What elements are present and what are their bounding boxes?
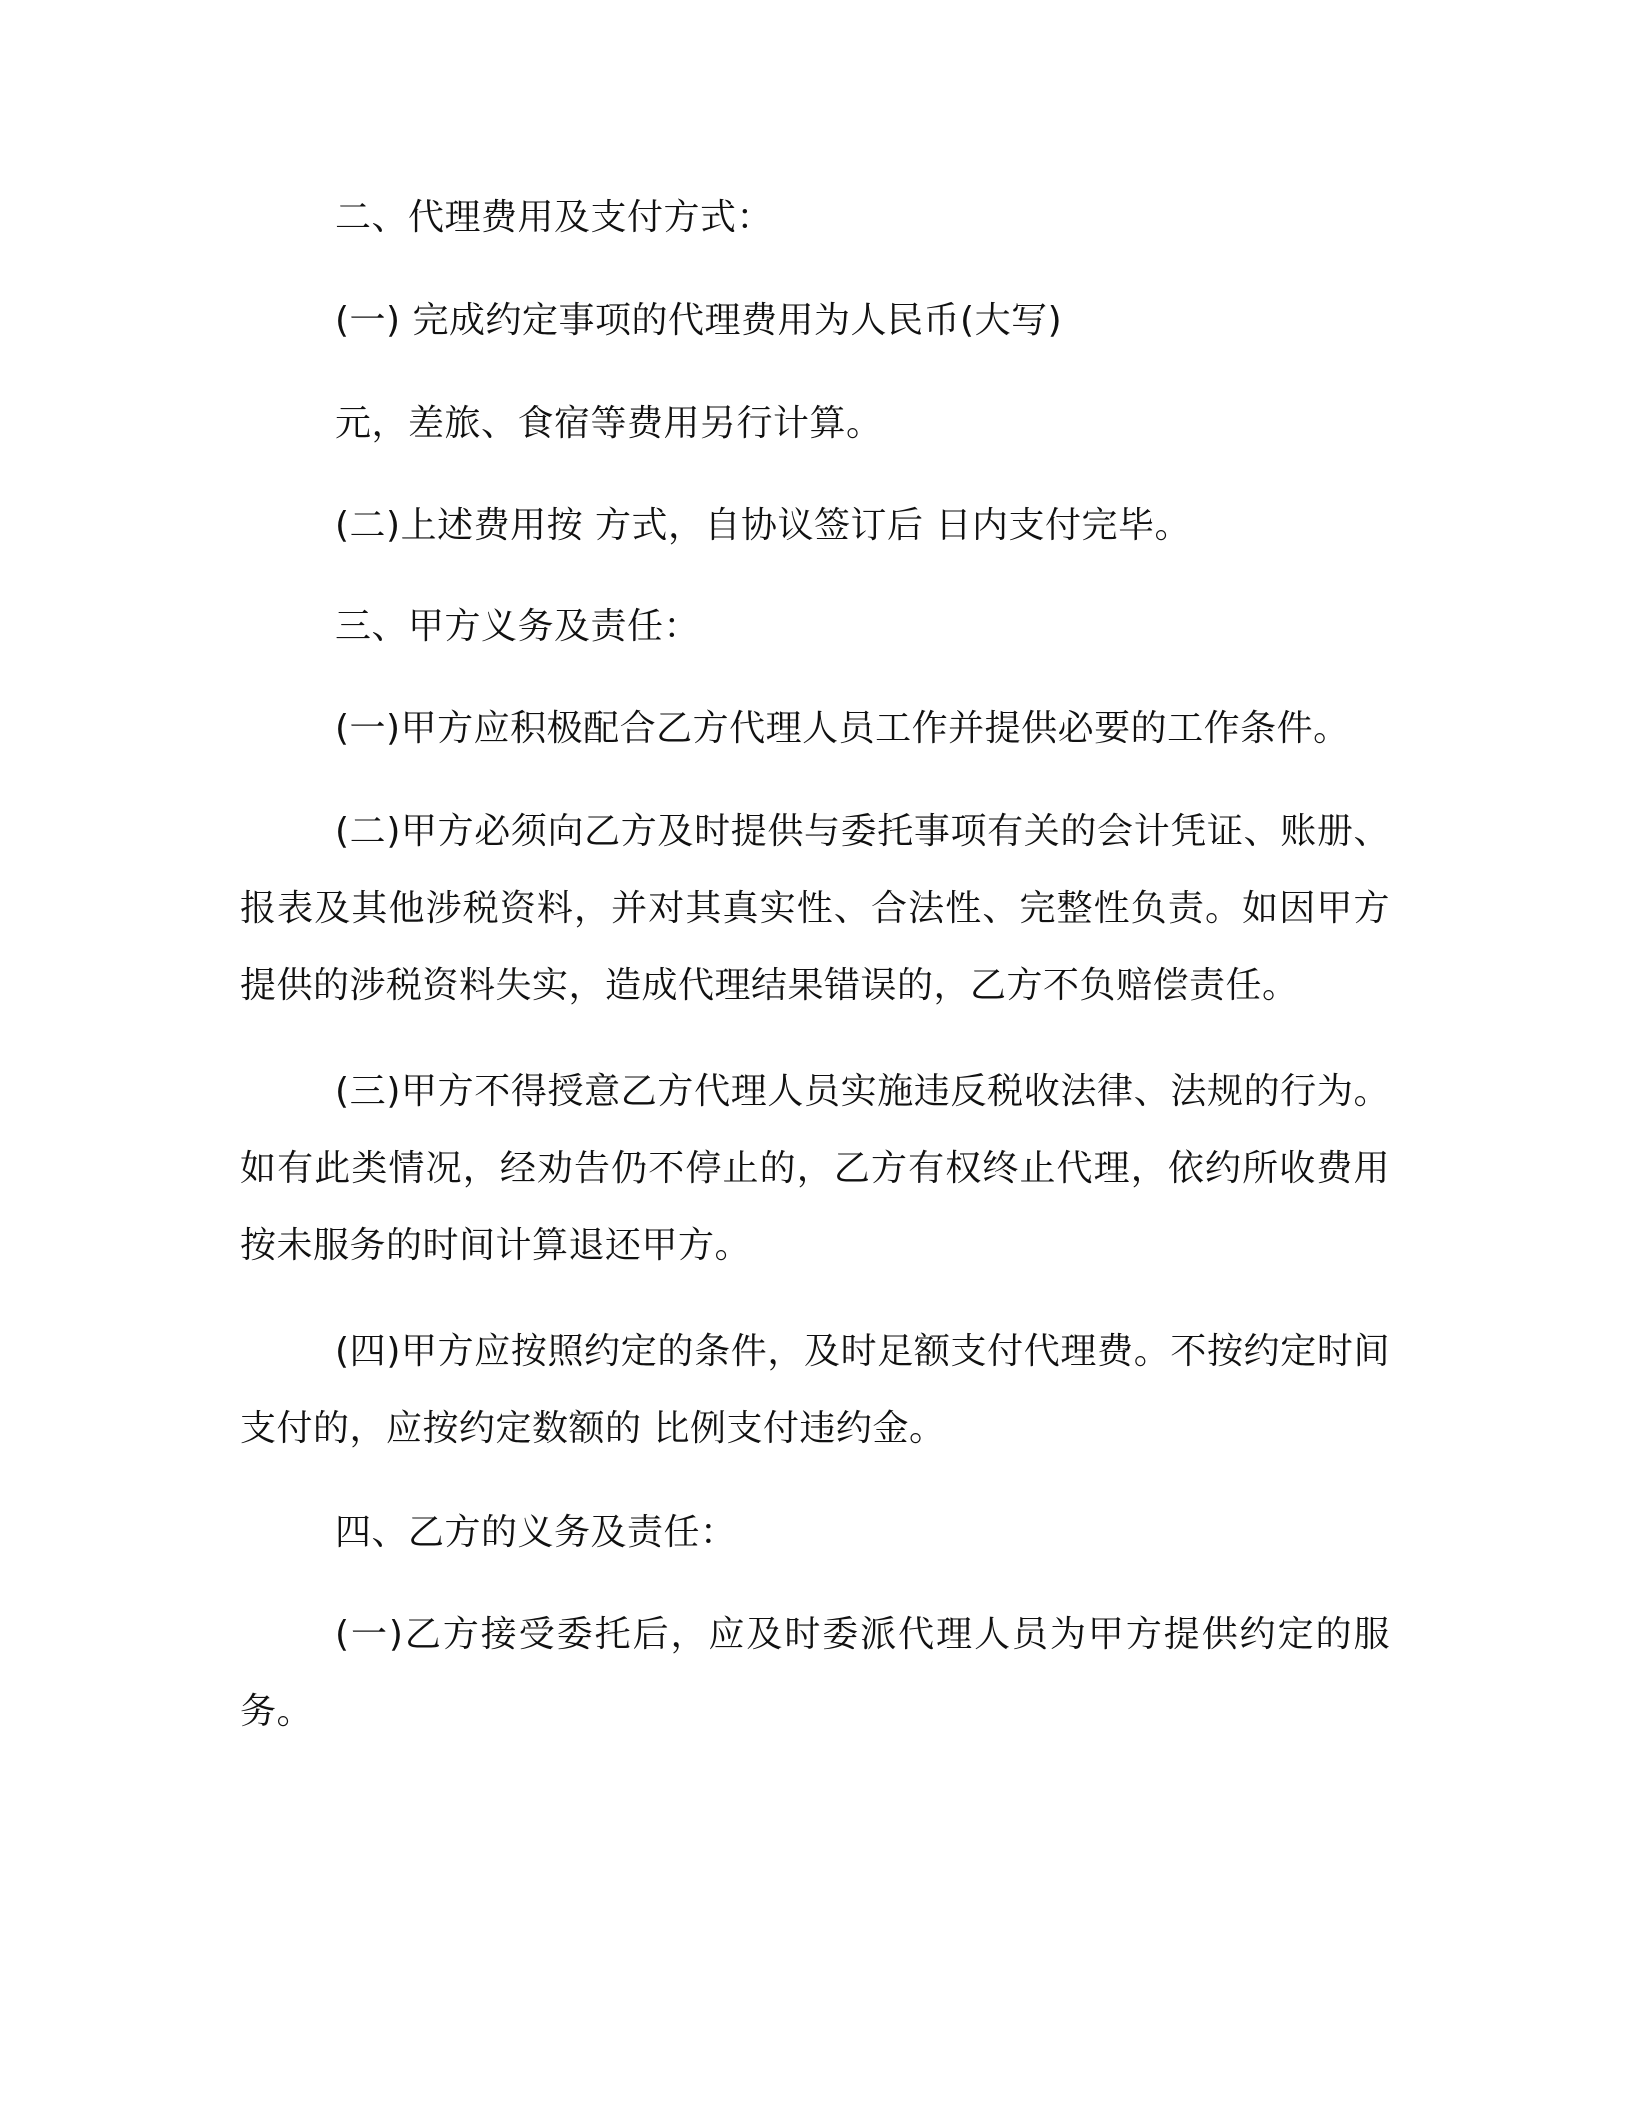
- clause-party-a-2: (二)甲方必须向乙方及时提供与委托事项有关的会计凭证、账册、报表及其他涉税资料，并对其真实性、合法性、完整性负责。如因甲方提供的涉税资料失实，造成代理结果错误的，乙方不负赔偿责任。: [240, 811, 1390, 1006]
- section-heading-party-a: 三、甲方义务及责任：: [335, 606, 701, 647]
- section-heading-fees: 二、代理费用及支付方式：: [335, 197, 774, 238]
- clause-party-a-3: (三)甲方不得授意乙方代理人员实施违反税收法律、法规的行为。如有此类情况，经劝告仍不停止的，乙方有权终止代理，依约所收费用按未服务的时间计算退还甲方。: [240, 1071, 1390, 1266]
- section-heading-party-b: 四、乙方的义务及责任：: [335, 1512, 737, 1553]
- clause-party-a-4: (四)甲方应按照约定的条件，及时足额支付代理费。不按约定时间支付的，应按约定数额的 比例支付违约金。: [240, 1331, 1390, 1449]
- clause-payment-method: (二)上述费用按 方式，自协议签订后 日内支付完毕。: [335, 505, 1191, 546]
- clause-party-a-1: (一)甲方应积极配合乙方代理人员工作并提供必要的工作条件。: [335, 708, 1350, 749]
- clause-party-b-1: (一)乙方接受委托后，应及时委派代理人员为甲方提供约定的服务。: [240, 1614, 1390, 1732]
- clause-fee-amount: (一) 完成约定事项的代理费用为人民币(大写): [335, 300, 1063, 341]
- clause-fee-extra: 元，差旅、食宿等费用另行计算。: [335, 403, 883, 444]
